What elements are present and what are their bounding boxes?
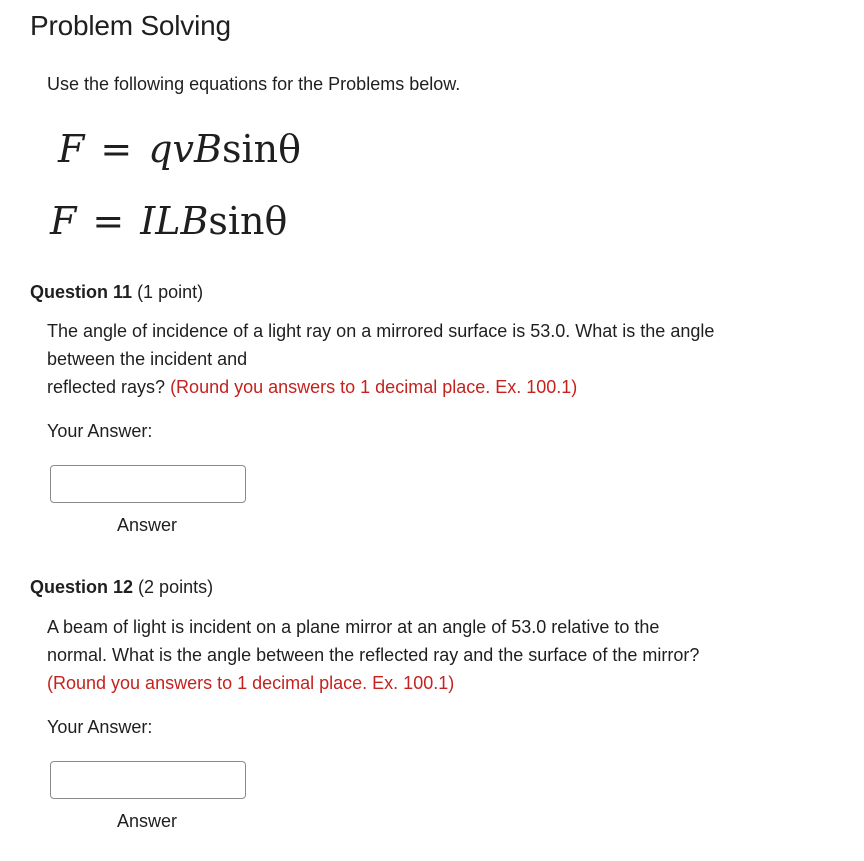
- equation-lhs: F: [58, 127, 85, 171]
- equation-vars: ILB: [140, 199, 209, 243]
- equation-lhs: F: [50, 199, 77, 243]
- answer-caption: Answer: [117, 515, 178, 535]
- equation-force-current: [50, 199, 287, 243]
- question-number: Question 12: [30, 577, 134, 597]
- question-11-heading: [30, 282, 203, 303]
- question-12-text: [47, 613, 807, 697]
- question-12-answer-input[interactable]: [50, 761, 246, 799]
- your-answer-label: Your Answer:: [47, 421, 153, 441]
- intro-text: Use the following equations for the Problems below.: [47, 74, 461, 94]
- question-11-answer-input[interactable]: [50, 465, 246, 503]
- rounding-hint: (Round you answers to 1 decimal place. Ex. 100.1): [170, 377, 578, 397]
- question-line: between the incident and: [47, 349, 248, 369]
- equation-sine: sinθ: [208, 199, 288, 243]
- question-12-heading: [30, 577, 213, 598]
- equation-vars: qvB: [148, 127, 222, 171]
- question-points: (1 point): [137, 282, 204, 302]
- question-line: The angle of incidence of a light ray on a mirrored surface is 53.0. What is the angle: [47, 321, 715, 341]
- equals-sign: =: [100, 127, 133, 171]
- equation-sine: sinθ: [221, 127, 301, 171]
- page-title: Problem Solving: [30, 10, 231, 41]
- question-line: normal. What is the angle between the reflected ray and the surface of the mirror?: [47, 645, 700, 665]
- question-11-text: [47, 317, 807, 401]
- question-line: A beam of light is incident on a plane mirror at an angle of 53.0 relative to the: [47, 617, 660, 637]
- equation-force-charge: [58, 127, 301, 171]
- question-points: (2 points): [138, 577, 214, 597]
- question-line: reflected rays?: [47, 377, 171, 397]
- equals-sign: =: [92, 199, 125, 243]
- question-number: Question 11: [30, 282, 133, 302]
- answer-caption: Answer: [117, 811, 178, 831]
- rounding-hint: (Round you answers to 1 decimal place. Ex. 100.1): [47, 673, 455, 693]
- your-answer-label: Your Answer:: [47, 717, 153, 737]
